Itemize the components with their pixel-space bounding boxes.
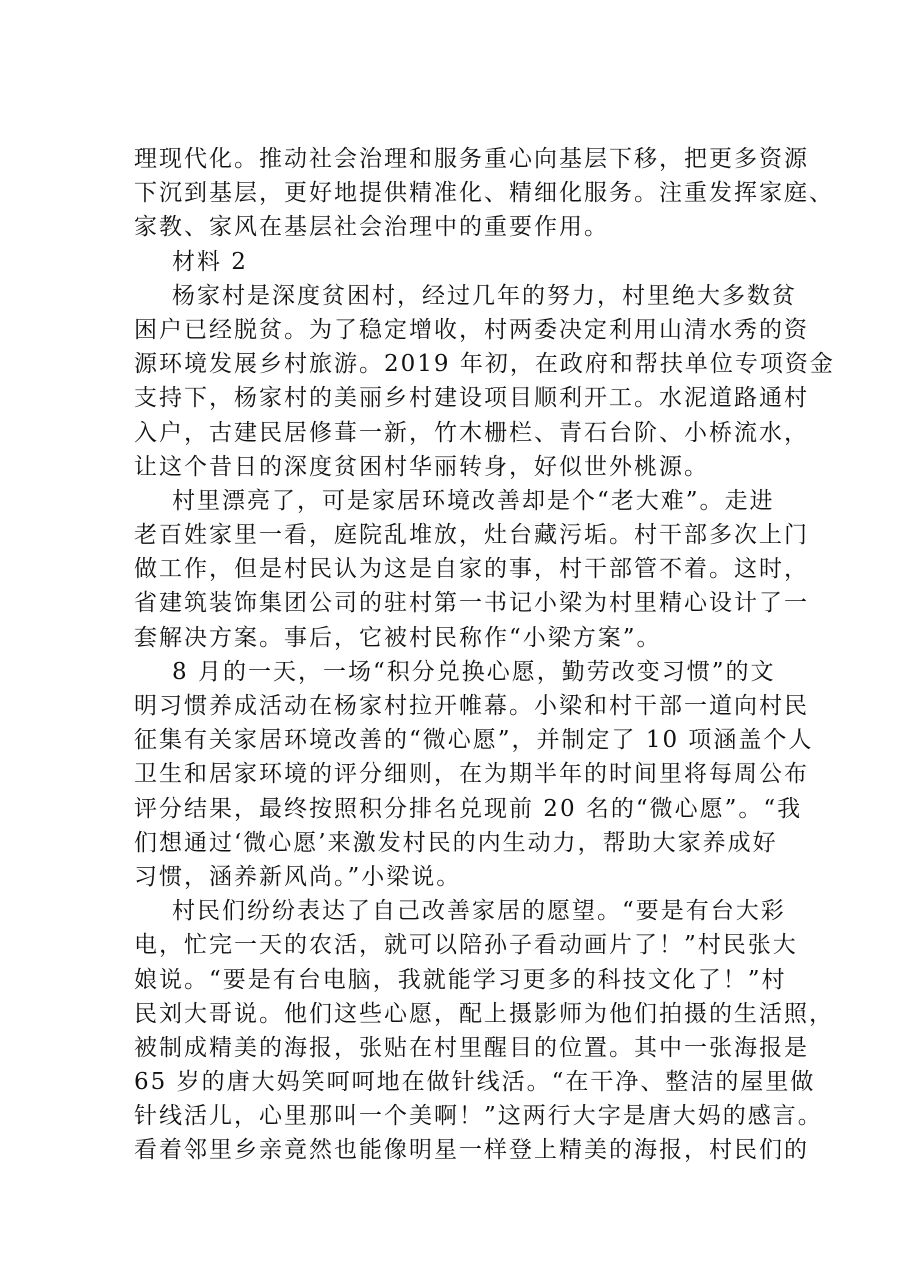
text-line: 理现代化。推动社会治理和服务重心向基层下移，把更多资源 [134, 146, 809, 172]
text-line: 习惯，涵养新风尚。”小梁说。 [134, 863, 462, 890]
text-line: 卫生和居家环境的评分细则，在为期半年的时间里将每周公布 [134, 761, 809, 788]
text-line: 让这个昔日的深度贫困村华丽转身，好似世外桃源。 [134, 453, 709, 480]
text-line: 老百姓家里一看，庭院乱堆放，灶台藏污垢。村干部多次上门 [134, 522, 809, 549]
text-line: 套解决方案。事后，它被村民称作“小梁方案”。 [134, 624, 662, 651]
text-line: 村民们纷纷表达了自己改善家居的愿望。“要是有台大彩 [172, 898, 786, 925]
text-line: 入户，古建民居修葺一新，竹木栅栏、青石台阶、小桥流水， [134, 419, 809, 446]
text-line: 杨家村是深度贫困村，经过几年的努力，村里绝大多数贫 [172, 282, 797, 309]
text-line: 做工作，但是村民认为这是自家的事，村干部管不着。这时， [134, 556, 809, 583]
text-line: 源环境发展乡村旅游。2019 年初，在政府和帮扶单位专项资金 [134, 351, 835, 378]
text-line: 民刘大哥说。他们这些心愿，配上摄影师为他们拍摄的生活照， [134, 1000, 834, 1027]
text-line: 8 月的一天，一场“积分兑换心愿，勤劳改变习惯”的文 [172, 658, 776, 685]
text-line: 看着邻里乡亲竟然也能像明星一样登上精美的海报，村民们的 [134, 1137, 809, 1164]
text-line: 村里漂亮了，可是家居环境改善却是个“老大难”。走进 [172, 487, 775, 514]
text-line: 支持下，杨家村的美丽乡村建设项目顺利开工。水泥道路通村 [134, 385, 809, 412]
text-line: 被制成精美的海报，张贴在村里醒目的位置。其中一张海报是 [134, 1034, 809, 1061]
section-heading: 材料 2 [172, 248, 248, 275]
text-line: 针线活儿，心里那叫一个美啊！”这两行大字是唐大妈的感言。 [134, 1103, 823, 1130]
document-body [134, 142, 835, 1168]
text-line: 省建筑装饰集团公司的驻村第一书记小梁为村里精心设计了一 [134, 590, 809, 617]
text-line: 征集有关家居环境改善的“微心愿”，并制定了 10 项涵盖个人 [134, 727, 814, 754]
text-line: 评分结果，最终按照积分排名兑现前 20 名的“微心愿”。“我 [134, 795, 803, 822]
text-line: 电，忙完一天的农活，就可以陪孙子看动画片了！”村民张大 [134, 932, 798, 959]
text-line: 娘说。“要是有台电脑，我就能学习更多的科技文化了！”村 [134, 966, 787, 993]
text-line: 明习惯养成活动在杨家村拉开帷幕。小梁和村干部一道向村民 [134, 693, 809, 719]
text-line: 家教、家风在基层社会治理中的重要作用。 [134, 214, 609, 241]
text-line: 下沉到基层，更好地提供精准化、精细化服务。注重发挥家庭、 [134, 180, 834, 207]
text-line: 困户已经脱贫。为了稳定增收，村两委决定利用山清水秀的资 [134, 316, 809, 343]
text-line: 65 岁的唐大妈笑呵呵地在做针线活。“在干净、整洁的屋里做 [134, 1069, 816, 1096]
text-line: 们想通过‘微心愿’来激发村民的内生动力，帮助大家养成好 [134, 829, 778, 856]
